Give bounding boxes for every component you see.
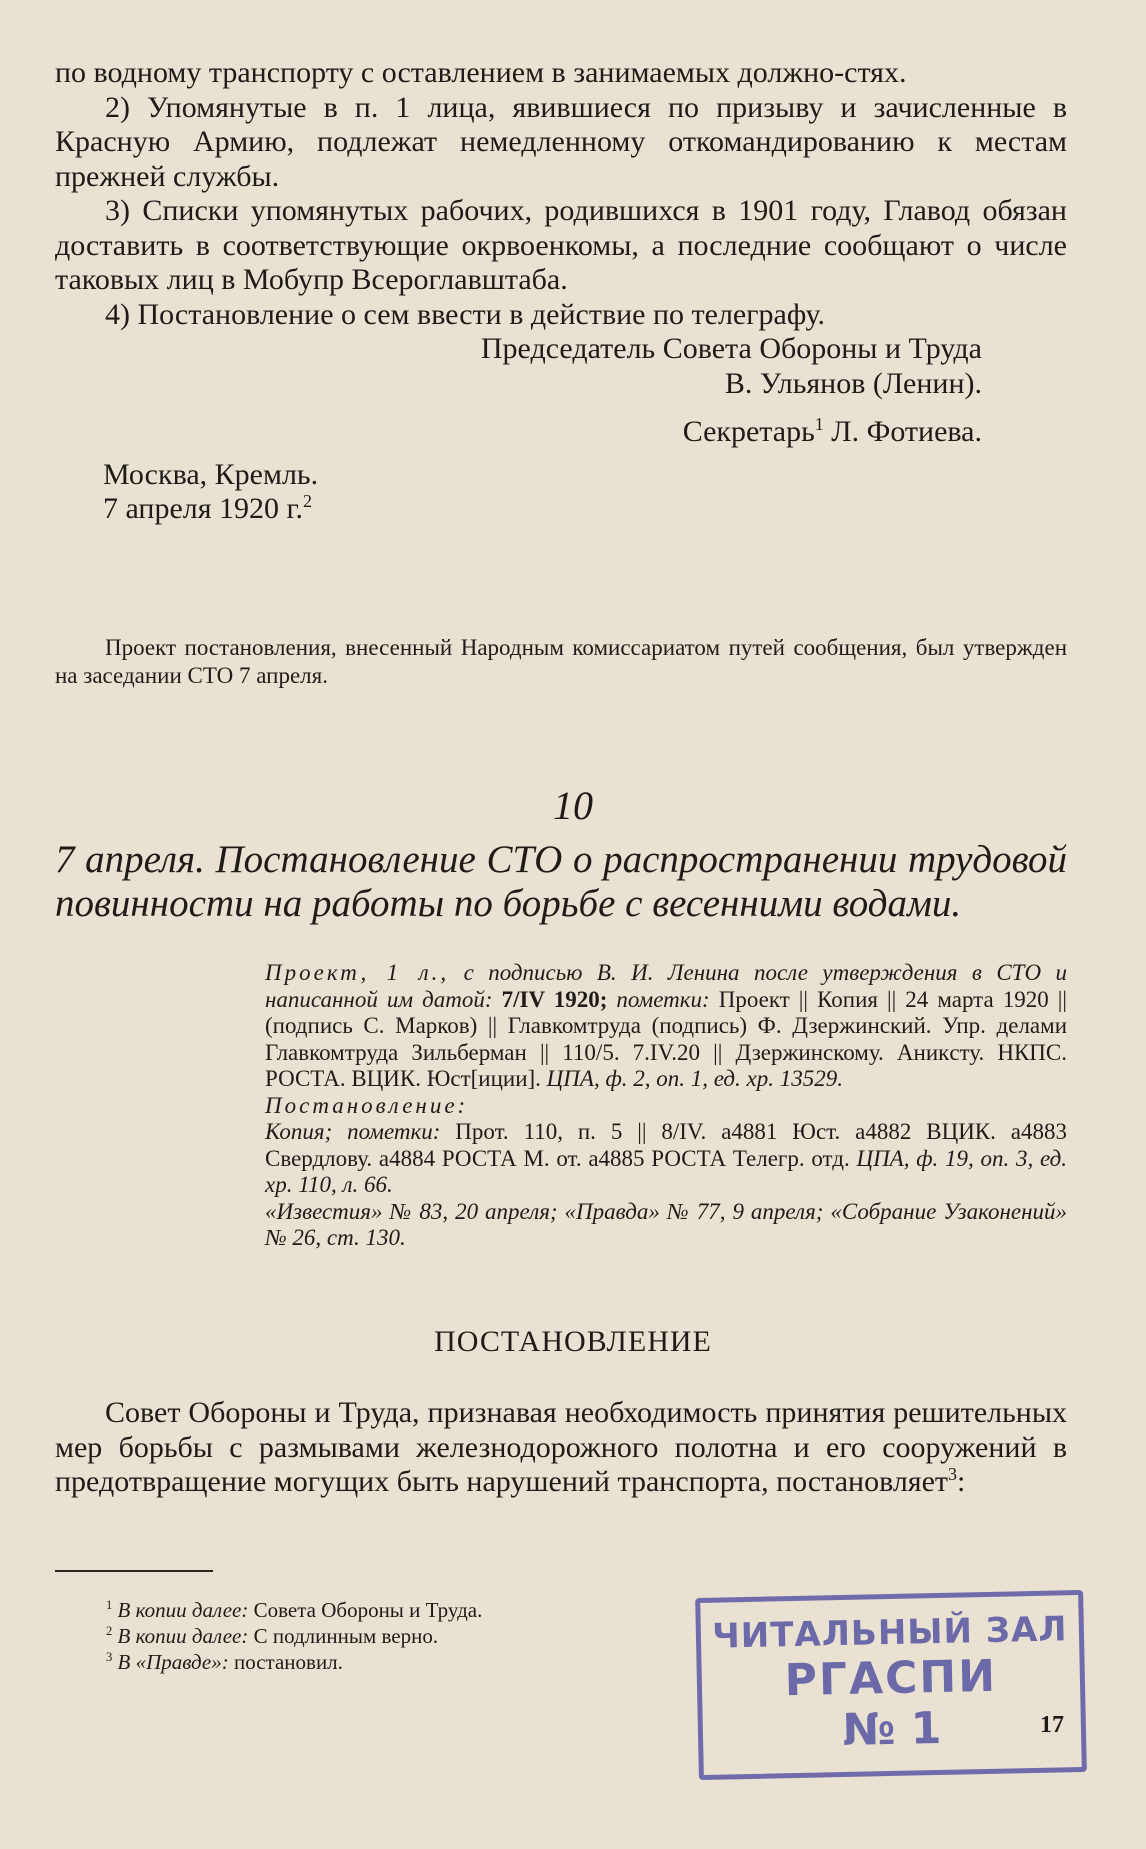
signature-chairman-title: Председатель Совета Обороны и Труда [480, 332, 982, 365]
footnote-divider [55, 1570, 213, 1572]
footnote-3: $^3$ В «Правде»: постановил. [106, 1650, 343, 1674]
draft-description: с подписью В. И. Ленина после утверждения в СТО и написанной им датой: [265, 960, 1067, 1012]
archive-copy [265, 1119, 1067, 1199]
archive-draft [265, 960, 1067, 1093]
place: Москва, Кремль. [103, 457, 319, 491]
top-section [55, 56, 1067, 527]
document-number: 10 [553, 783, 593, 828]
secretary-name: Л. Фотиева. [831, 415, 982, 448]
item-3: 3) Списки упомянутых рабочих, родившихся в 1901 году, Главод обязан доставить в соответствующие окрвоенкомы, а последние сообщают о числе таковых лиц в Мобупр Всероглавштаба. [55, 194, 1067, 296]
secretary-label: Секретарь [682, 415, 815, 448]
archive-publications: «Известия» № 83, 20 апреля; «Правда» № 77, 9 апреля; «Собрание Узаконений» № 26, ст. 130. [265, 1198, 1067, 1250]
decree-text: Совет Обороны и Труда, признавая необходимость принятия решительных мер борьбы с размывами железнодорожного полотна и его сооружений в предотвращение могущих быть нарушений транспорта, постановляет$^3$: [55, 1396, 1067, 1498]
signature-secretary [55, 415, 1067, 450]
draft-date: 7/IV 1920; [501, 986, 608, 1012]
editorial-note [55, 634, 1067, 690]
item-4: 4) Постановление о сем ввести в действие по телеграфу. [105, 297, 826, 331]
stamp-line-3: № 1 [841, 1702, 942, 1757]
draft-source: ЦПА, ф. 2, оп. 1, ед. хр. 13529. [546, 1066, 843, 1091]
copy-label: Копия; пометки: [265, 1119, 441, 1144]
draft-label: Проект, 1 л., [265, 960, 450, 985]
footnotes [106, 1597, 666, 1675]
archive-references [265, 960, 1067, 1252]
footnote-2: $^2$ В копии далее: С подлинным верно. [106, 1624, 439, 1648]
date-text: 7 апреля 1920 г. [103, 492, 303, 525]
note-text: Проект постановления, внесенный Народным комиссариатом путей сообщения, был утвержден на заседании СТО 7 апреля. [55, 635, 1067, 688]
continuation-text: по водному транспорту с оставлением в занимаемых должно-стях. [55, 56, 907, 89]
decree-body [55, 1396, 1067, 1500]
copy-marks: Прот. 110, п. 5 || 8/IV. а4881 Юст. а4882 ВЦИК. а4883 Свердлову. а4884 РОСТА М. от. а4885 РОСТА Телегр. отд. [265, 1119, 1068, 1171]
document-heading: 7 апреля. Постановление СТО о распространении трудовой повинности на работы по борьбе с весенними водами. [55, 838, 1067, 925]
draft-marks: Проект || Копия || 24 марта 1920 || (подпись С. Марков) || Главкомтруда (подпись) Ф. Дзержинский. Упр. делами Главкомтруда Зильберман || 110/5. 7.IV.20 || Дзержинскому. Аникcту. НКПС. РОСТА. ВЦИК. Юст[иции]. [265, 986, 1068, 1091]
decree-title: ПОСТАНОВЛЕНИЕ [434, 1325, 712, 1358]
page-number: 17 [1040, 1712, 1064, 1738]
stamp-line-2: РГАСПИ [784, 1650, 998, 1707]
date [55, 492, 1067, 527]
stamp-line-1: ЧИТАЛЬНЫЙ ЗАЛ [711, 1609, 1068, 1657]
footnote-ref-2: 2 [302, 491, 312, 511]
footnote-1: $^1$ В копии далее: Совета Обороны и Труда. [106, 1598, 483, 1622]
archive-stamp [695, 1590, 1087, 1780]
signature-chairman-name: В. Ульянов (Ленин). [724, 366, 982, 400]
draft-marks-label: пометки: [616, 986, 710, 1012]
footnote-ref-1: 1 [814, 414, 824, 434]
footnote-ref-3: 3 [948, 1464, 958, 1484]
copy-source: ЦПА, ф. 19, оп. 3, ед. хр. 110, л. 66. [265, 1145, 1067, 1197]
item-2: 2) Упомянутые в п. 1 лица, явившиеся по призыву и зачисленные в Красную Армию, подлежат немедленному откомандированию к местам прежней службы. [55, 90, 1067, 193]
archive-decree-label: Постановление: [265, 1092, 469, 1118]
